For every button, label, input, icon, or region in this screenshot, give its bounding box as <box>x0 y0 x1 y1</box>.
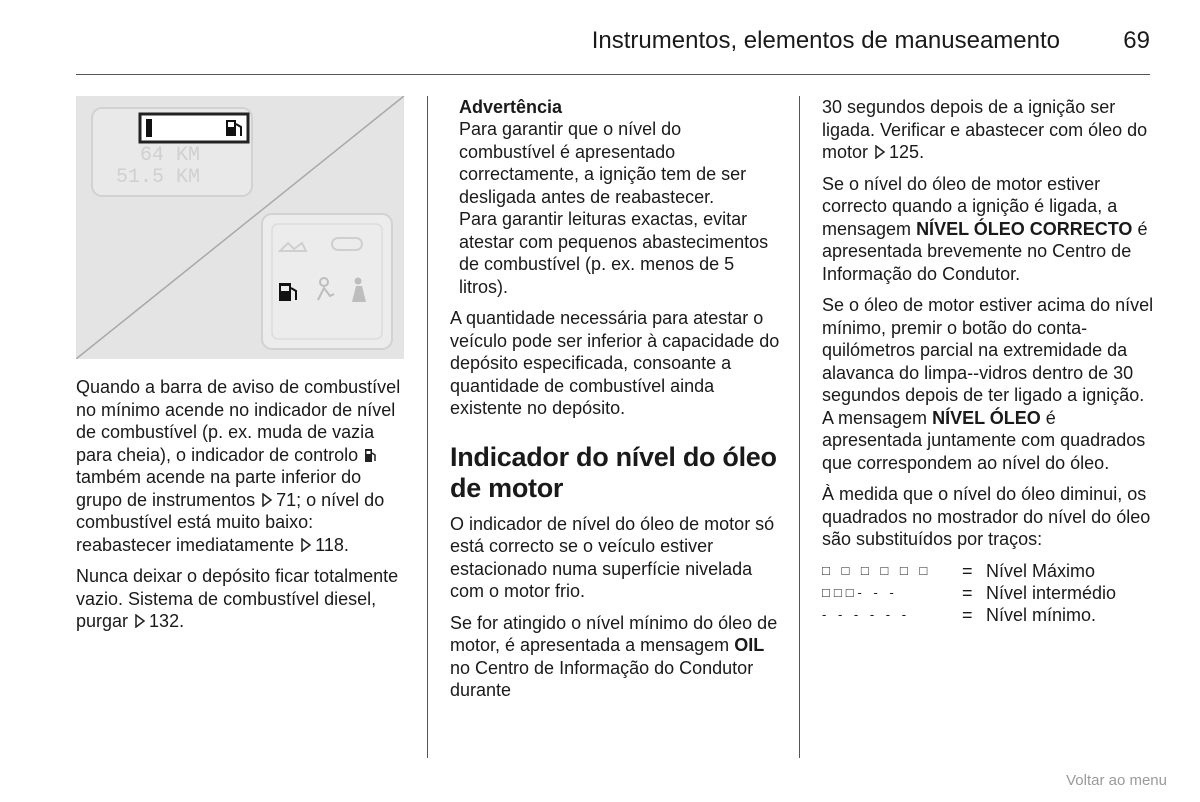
legend-label: Nível mínimo. <box>986 604 1097 625</box>
oil-decrease-paragraph: À medida que o nível do óleo diminui, os quadrados no mostrador do nível do óleo são substituídos por traços: <box>822 484 1151 549</box>
page-reference-icon <box>261 493 273 507</box>
text-span: é apresentada juntamente com quadrados que correspondem ao nível do óleo. <box>822 407 1146 473</box>
section-heading-oil-level: Indicador do nível do óleo de motor <box>450 441 777 503</box>
cluster-illustration <box>76 96 404 359</box>
page-reference-icon <box>300 538 312 552</box>
text-span: Quando a barra de aviso de combustível no mínimo acende no indicador de nível de combustível (p. ex. muda de vazia para cheia), o indicador de controlo <box>76 377 401 465</box>
empty-tank-paragraph <box>76 565 406 633</box>
oil-correct-paragraph <box>822 173 1156 286</box>
legend-row <box>822 560 1116 582</box>
text-span: 125. <box>889 142 925 162</box>
warning-title: Advertência <box>459 97 563 117</box>
text-span: 132. <box>149 611 185 631</box>
text-span: no Centro de Informação do Condutor durante <box>450 657 754 700</box>
fill-quantity-paragraph: A quantidade necessária para atestar o veículo pode ser inferior à capacidade do depósito especificada, consoante a quantidade de combustível ainda existente no depósito. <box>450 308 780 418</box>
legend-equals: = <box>962 582 973 603</box>
legend-equals: = <box>962 604 973 625</box>
oil-indicator-paragraph: O indicador de nível do óleo de motor só está correcto se o veículo estiver estacionado numa superfície nivelada com o motor frio. <box>450 513 775 601</box>
fuel-warning-icon <box>279 283 291 301</box>
legend-symbol: □ □ □ □ □ □ <box>822 562 932 578</box>
page-number: 69 <box>1123 27 1150 54</box>
text-span: Se o nível do óleo de motor estiver correcto quando a ignição é ligada, a mensagem <box>822 173 1118 239</box>
text-span: Se o óleo de motor estiver acima do nível mínimo, premir o botão do conta-quilómetros parcial na extremidade da alavanca do limpa--vidros dentro de 30 segundos depois de ter ligado a ignição. A mensagem <box>822 295 1154 428</box>
column-left <box>76 376 406 642</box>
legend-symbol: - - - - - - <box>822 606 911 622</box>
page-reference-icon <box>874 145 886 159</box>
text-span: 71; o nível do combustível está muito baixo: reabastecer imediatamente <box>76 489 385 555</box>
legend-row <box>822 582 1116 604</box>
text-span: Se for atingido o nível mínimo do óleo de motor, é apresentada a mensagem <box>450 612 778 655</box>
text-span: Nunca deixar o depósito ficar totalmente vazio. Sistema de combustível diesel, purgar <box>76 566 399 631</box>
oil-minimum-paragraph <box>450 612 782 702</box>
page-reference-icon <box>134 614 146 628</box>
oil-message-label: OIL <box>734 635 765 655</box>
odometer-line1: 64 KM <box>140 144 201 167</box>
text-span: também acende na parte inferior do grupo de instrumentos <box>76 467 362 510</box>
text-span: é apresentada brevemente no Centro de Informação do Condutor. <box>822 218 1148 284</box>
faded-seatbelt-icon <box>355 278 362 285</box>
oil-correct-message: NÍVEL ÓLEO CORRECTO <box>916 218 1133 239</box>
oil-check-paragraph <box>822 96 1156 164</box>
column-middle <box>450 96 782 711</box>
text-span: 118. <box>315 534 349 555</box>
legend-equals: = <box>962 560 973 581</box>
page-header-title: Instrumentos, elementos de manuseamento <box>591 27 1060 54</box>
column-right <box>822 96 1156 626</box>
legend-label: Nível intermédio <box>986 582 1117 603</box>
instrument-cluster-figure <box>76 96 404 359</box>
back-to-menu-link[interactable]: Voltar ao menu <box>1066 772 1167 789</box>
header-divider <box>76 74 1150 75</box>
oil-above-minimum-paragraph <box>822 294 1156 474</box>
legend-row <box>822 604 1116 626</box>
fuel-pump-inline-icon <box>364 448 376 463</box>
column-divider-2 <box>799 96 800 758</box>
text-span: 30 segundos depois de a ignição ser ligada. Verificar e abastecer com óleo do motor <box>822 97 1148 162</box>
column-divider-1 <box>427 96 428 758</box>
legend-label: Nível Máximo <box>986 560 1096 581</box>
oil-level-message: NÍVEL ÓLEO <box>932 407 1041 428</box>
warning-paragraph-1: Para garantir que o nível do combustível é apresentado correctamente, a ignição tem de ser desligada antes de reabastecer. <box>459 119 747 207</box>
oil-level-legend <box>822 560 1116 626</box>
odometer-line2: 51.5 KM <box>116 166 201 189</box>
warning-body <box>450 118 782 298</box>
fuel-warning-paragraph <box>76 376 406 556</box>
legend-symbol: □□□- - - <box>822 584 898 600</box>
warning-paragraph-2: Para garantir leituras exactas, evitar atestar com pequenos abastecimentos de combustível (p. ex. menos de 5 litros). <box>459 209 769 297</box>
